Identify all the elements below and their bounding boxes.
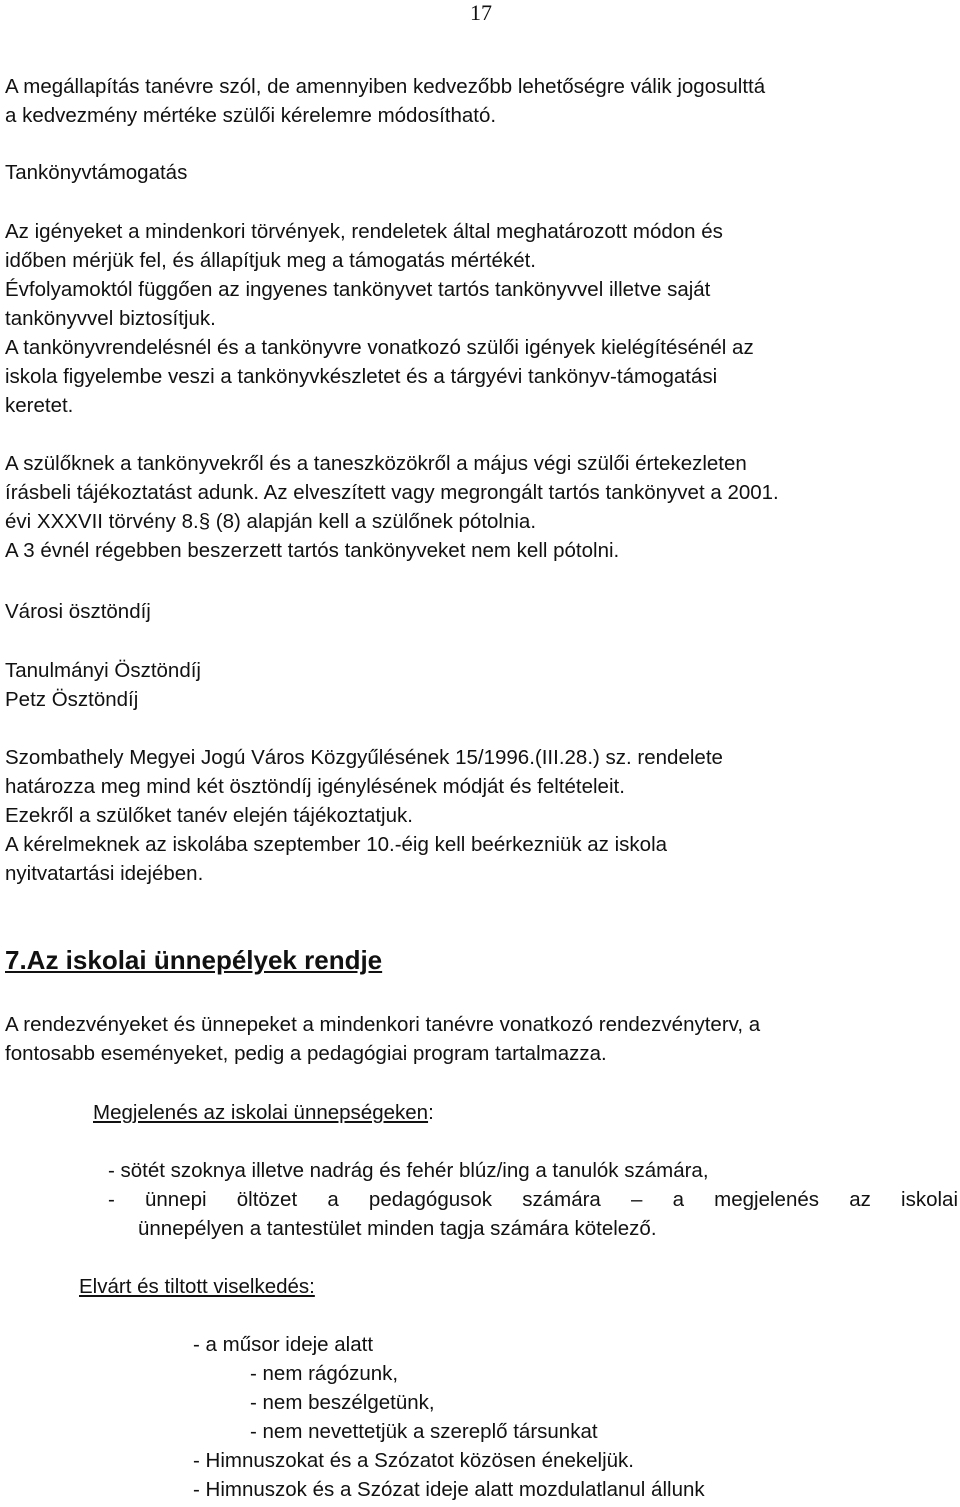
sub-list-item: - nem beszélgetünk, — [250, 1391, 435, 1414]
section-title-varosi-osztondij: Városi ösztöndíj — [5, 600, 151, 623]
sub-list-item: - nem nevettetjük a szereplő társunkat — [250, 1420, 598, 1443]
paragraph-line: keretet. — [5, 394, 74, 417]
paragraph-line: A kérelmeknek az iskolába szeptember 10.-éig kell beérkezniük az iskola — [5, 833, 668, 856]
page-number: 17 — [470, 0, 492, 25]
paragraph-line: A szülőknek a tankönyvekről és a taneszközökről a május végi szülői értekezleten — [5, 452, 747, 475]
paragraph-line: Az igényeket a mindenkori törvények, rendeletek által meghatározott módon és — [5, 220, 723, 243]
paragraph-line: A 3 évnél régebben beszerzett tartós tankönyveket nem kell pótolni. — [5, 539, 620, 562]
subsection-title-colon: : — [428, 1101, 434, 1124]
list-item: - sötét szoknya illetve nadrág és fehér blúz/ing a tanulók számára, — [108, 1159, 709, 1182]
paragraph-line: Szombathely Megyei Jogú Város Közgyűlésének 15/1996.(III.28.) sz. rendelete — [5, 746, 723, 769]
paragraph-line: a kedvezmény mértéke szülői kérelemre módosítható. — [5, 104, 497, 127]
list-item: - Himnuszokat és a Szózatot közösen énekeljük. — [193, 1449, 634, 1472]
paragraph-line: A rendezvényeket és ünnepeket a mindenkori tanévre vonatkozó rendezvényterv, a — [5, 1013, 761, 1036]
list-item: - Himnuszok és a Szózat ideje alatt mozdulatlanul állunk — [193, 1478, 705, 1501]
section-heading: 7.Az iskolai ünnepélyek rendje — [5, 945, 383, 975]
sub-list-item: - nem rágózunk, — [250, 1362, 399, 1385]
paragraph-line: Ezekről a szülőket tanév elején tájékoztatjuk. — [5, 804, 413, 827]
paragraph-line: évi XXXVII törvény 8.§ (8) alapján kell a szülőnek pótolnia. — [5, 510, 537, 533]
paragraph-line: írásbeli tájékoztatást adunk. Az elveszített vagy megrongált tartós tankönyvet a 2001. — [5, 481, 779, 504]
paragraph-line: A tankönyvrendelésnél és a tankönyvre vonatkozó szülői igények kielégítésénél az — [5, 336, 754, 359]
paragraph-line: időben mérjük fel, és állapítjuk meg a támogatás mértékét. — [5, 249, 536, 272]
paragraph-line: iskola figyelembe veszi a tankönyvkészletet és a tárgyévi tankönyv-támogatási — [5, 365, 718, 388]
list-item: - ünnepi öltözet a pedagógusok számára – a megjelenés az iskolai — [108, 1188, 958, 1211]
paragraph-line: határozza meg mind két ösztöndíj igénylésének módját és feltételeit. — [5, 775, 625, 798]
paragraph-line: A megállapítás tanévre szól, de amennyiben kedvezőbb lehetőségre válik jogosulttá — [5, 75, 766, 98]
subsection-title-megjelenes — [93, 1098, 434, 1127]
section-title-tankonyvtamogatas: Tankönyvtámogatás — [5, 161, 188, 184]
subsection-title-elvart: Elvárt és tiltott viselkedés: — [79, 1275, 315, 1298]
paragraph-line: Évfolyamoktól függően az ingyenes tankönyvet tartós tankönyvvel illetve saját — [5, 278, 711, 301]
scholarship-name: Petz Ösztöndíj — [5, 688, 139, 711]
paragraph-line: fontosabb eseményeket, pedig a pedagógiai program tartalmazza. — [5, 1042, 607, 1065]
subsection-title-text: Megjelenés az iskolai ünnepségeken — [93, 1101, 429, 1124]
scholarship-name: Tanulmányi Ösztöndíj — [5, 659, 201, 682]
list-item-continuation: ünnepélyen a tantestület minden tagja számára kötelező. — [138, 1217, 657, 1240]
paragraph-line: nyitvatartási idejében. — [5, 862, 204, 885]
paragraph-line: tankönyvvel biztosítjuk. — [5, 307, 216, 330]
list-item: - a műsor ideje alatt — [193, 1333, 374, 1356]
